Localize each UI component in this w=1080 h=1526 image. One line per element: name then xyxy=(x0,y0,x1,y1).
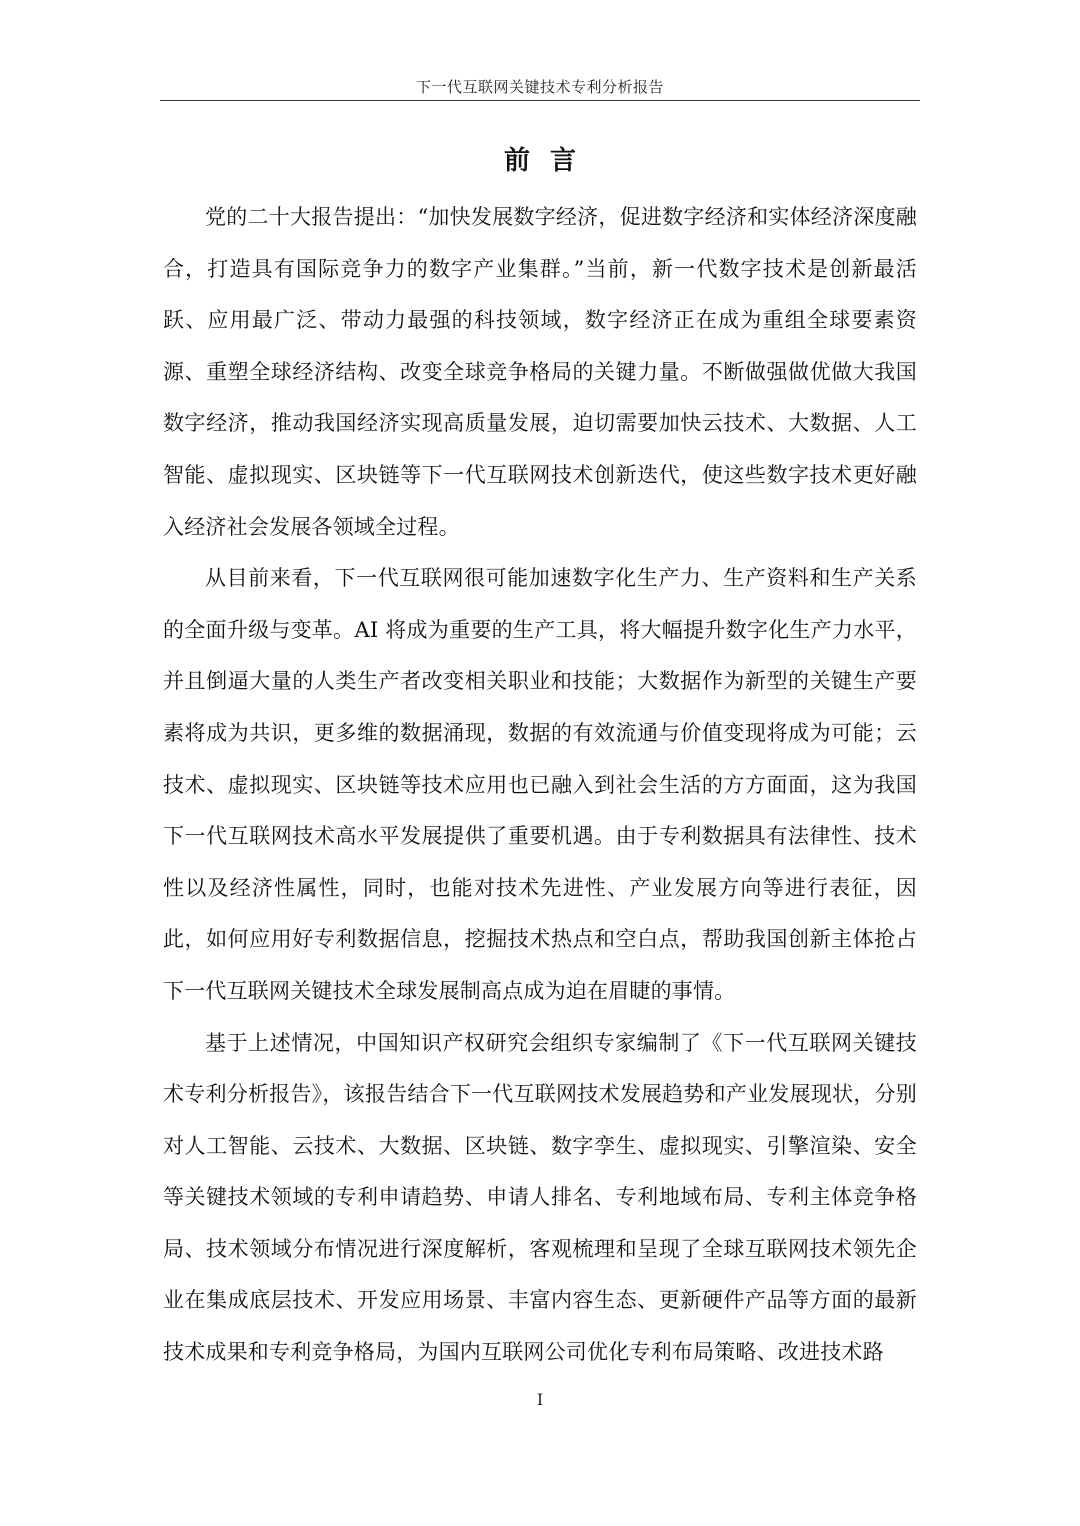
body-text xyxy=(163,192,917,1379)
paragraph-1: 党的二十大报告提出：“加快发展数字经济，促进数字经济和实体经济深度融合，打造具有国际竞争力的数字产业集群。”当前，新一代数字技术是创新最活跃、应用最广泛、带动力最强的科技领域，数字经济正在成为重组全球要素资源、重塑全球经济结构、改变全球竞争格局的关键力量。不断做强做优做大我国数字经济，推动我国经济实现高质量发展，迫切需要加快云技术、大数据、人工智能、虚拟现实、区块链等下一代互联网技术创新迭代，使这些数字技术更好融入经济社会发展各领域全过程。 xyxy=(163,205,917,539)
paragraph-2: 从目前来看，下一代互联网很可能加速数字化生产力、生产资料和生产关系的全面升级与变革。AI 将成为重要的生产工具，将大幅提升数字化生产力水平，并且倒逼大量的人类生产者改变相关职业和技能；大数据作为新型的关键生产要素将成为共识，更多维的数据涌现，数据的有效流通与价值变现将成为可能；云技术、虚拟现实、区块链等技术应用也已融入到社会生活的方方面面，这为我国下一代互联网技术高水平发展提供了重要机遇。由于专利数据具有法律性、技术性以及经济性属性，同时，也能对技术先进性、产业发展方向等进行表征，因此，如何应用好专利数据信息，挖掘技术热点和空白点，帮助我国创新主体抢占下一代互联网关键技术全球发展制高点成为迫在眉睫的事情。 xyxy=(163,566,917,1003)
page-number: I xyxy=(536,1390,544,1409)
paragraph-3: 基于上述情况，中国知识产权研究会组织专家编制了《下一代互联网关键技术专利分析报告》，该报告结合下一代互联网技术发展趋势和产业发展现状，分别对人工智能、云技术、大数据、区块链、数字孪生、虚拟现实、引擎渲染、安全等关键技术领域的专利申请趋势、申请人排名、专利地域布局、专利主体竞争格局、技术领域分布情况进行深度解析，客观梳理和呈现了全球互联网技术领先企业在集成底层技术、开发应用场景、丰富内容生态、更新硬件产品等方面的最新技术成果和专利竞争格局，为国内互联网公司优化专利布局策略、改进技术路 xyxy=(163,1030,917,1365)
running-header: 下一代互联网关键技术专利分析报告 xyxy=(415,78,664,96)
page-title: 前言 xyxy=(503,146,596,176)
header-divider xyxy=(160,100,920,101)
